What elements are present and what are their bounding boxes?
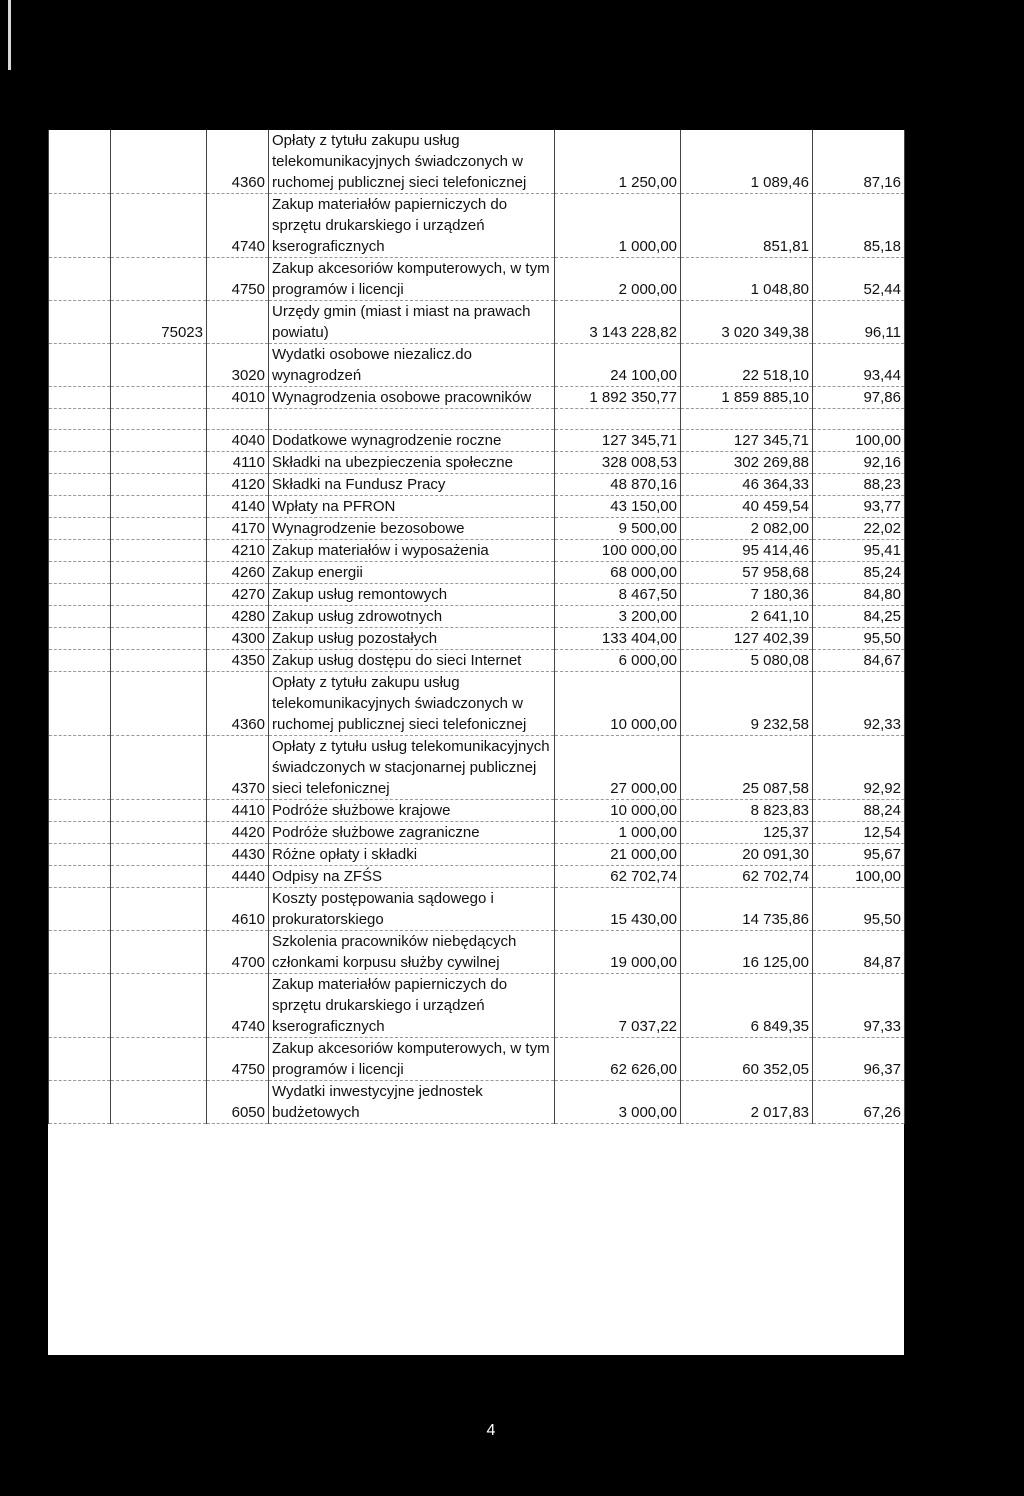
plan-amount-cell: 15 430,00 xyxy=(555,888,681,931)
chapter-cell xyxy=(111,387,207,409)
item-name-cell: Zakup akcesoriów komputerowych, w tym programów i licencji xyxy=(269,258,555,301)
chapter-cell xyxy=(111,496,207,518)
executed-amount-cell: 95 414,46 xyxy=(681,540,813,562)
section-cell xyxy=(49,496,111,518)
chapter-cell xyxy=(111,822,207,844)
executed-amount-cell: 2 017,83 xyxy=(681,1081,813,1124)
chapter-cell xyxy=(111,130,207,194)
table-row xyxy=(49,866,905,888)
item-name-cell: Zakup materiałów papierniczych do sprzętu drukarskiego i urządzeń kserograficznych xyxy=(269,974,555,1038)
section-cell xyxy=(49,888,111,931)
section-cell xyxy=(49,258,111,301)
item-name-cell: Składki na ubezpieczenia społeczne xyxy=(269,452,555,474)
table-row xyxy=(49,844,905,866)
executed-amount-cell: 25 087,58 xyxy=(681,736,813,800)
item-name-cell: Koszty postępowania sądowego i prokuratorskiego xyxy=(269,888,555,931)
page-number: 4 xyxy=(486,1422,496,1439)
paragraph-cell: 4440 xyxy=(207,866,269,888)
spacer-cell xyxy=(207,409,269,430)
percent-cell: 87,16 xyxy=(813,130,905,194)
item-name-cell: Opłaty z tytułu zakupu usług telekomunikacyjnych świadczonych w ruchomej publicznej sieci telefonicznej xyxy=(269,130,555,194)
plan-amount-cell: 10 000,00 xyxy=(555,800,681,822)
percent-cell: 92,16 xyxy=(813,452,905,474)
paragraph-cell: 4750 xyxy=(207,1038,269,1081)
chapter-cell xyxy=(111,974,207,1038)
executed-amount-cell: 16 125,00 xyxy=(681,931,813,974)
plan-amount-cell: 6 000,00 xyxy=(555,650,681,672)
paragraph-cell: 4420 xyxy=(207,822,269,844)
executed-amount-cell: 22 518,10 xyxy=(681,344,813,387)
paragraph-cell: 4270 xyxy=(207,584,269,606)
table-row xyxy=(49,888,905,931)
section-cell xyxy=(49,562,111,584)
table-row xyxy=(49,387,905,409)
paragraph-cell: 4410 xyxy=(207,800,269,822)
chapter-cell xyxy=(111,866,207,888)
plan-amount-cell: 8 467,50 xyxy=(555,584,681,606)
spacer-cell xyxy=(555,409,681,430)
paragraph-cell: 3020 xyxy=(207,344,269,387)
executed-amount-cell: 125,37 xyxy=(681,822,813,844)
paragraph-cell: 4040 xyxy=(207,430,269,452)
executed-amount-cell: 62 702,74 xyxy=(681,866,813,888)
plan-amount-cell: 1 250,00 xyxy=(555,130,681,194)
table-row xyxy=(49,496,905,518)
plan-amount-cell: 2 000,00 xyxy=(555,258,681,301)
item-name-cell: Podróże służbowe zagraniczne xyxy=(269,822,555,844)
spacer-row xyxy=(49,409,905,430)
section-cell xyxy=(49,540,111,562)
table-row xyxy=(49,130,905,194)
chapter-cell xyxy=(111,650,207,672)
item-name-cell: Zakup usług dostępu do sieci Internet xyxy=(269,650,555,672)
chapter-cell: 75023 xyxy=(111,301,207,344)
paragraph-cell: 6050 xyxy=(207,1081,269,1124)
executed-amount-cell: 60 352,05 xyxy=(681,1038,813,1081)
table-row xyxy=(49,1081,905,1124)
paragraph-cell: 4750 xyxy=(207,258,269,301)
section-cell xyxy=(49,130,111,194)
section-cell xyxy=(49,736,111,800)
item-name-cell: Różne opłaty i składki xyxy=(269,844,555,866)
percent-cell: 85,18 xyxy=(813,194,905,258)
section-cell xyxy=(49,584,111,606)
table-row xyxy=(49,194,905,258)
section-cell xyxy=(49,606,111,628)
scan-edge-mark xyxy=(8,0,11,70)
section-cell xyxy=(49,474,111,496)
section-cell xyxy=(49,672,111,736)
plan-amount-cell: 3 000,00 xyxy=(555,1081,681,1124)
percent-cell: 84,80 xyxy=(813,584,905,606)
item-name-cell: Zakup materiałów i wyposażenia xyxy=(269,540,555,562)
item-name-cell: Zakup usług remontowych xyxy=(269,584,555,606)
section-cell xyxy=(49,974,111,1038)
budget-table-body xyxy=(49,130,905,1124)
item-name-cell: Odpisy na ZFŚS xyxy=(269,866,555,888)
percent-cell: 52,44 xyxy=(813,258,905,301)
section-cell xyxy=(49,931,111,974)
executed-amount-cell: 9 232,58 xyxy=(681,672,813,736)
chapter-cell xyxy=(111,584,207,606)
chapter-cell xyxy=(111,606,207,628)
paragraph-cell: 4280 xyxy=(207,606,269,628)
plan-amount-cell: 62 626,00 xyxy=(555,1038,681,1081)
executed-amount-cell: 6 849,35 xyxy=(681,974,813,1038)
percent-cell: 95,67 xyxy=(813,844,905,866)
executed-amount-cell: 20 091,30 xyxy=(681,844,813,866)
paragraph-cell: 4740 xyxy=(207,974,269,1038)
chapter-cell xyxy=(111,931,207,974)
table-row xyxy=(49,800,905,822)
executed-amount-cell: 851,81 xyxy=(681,194,813,258)
plan-amount-cell: 19 000,00 xyxy=(555,931,681,974)
table-row xyxy=(49,606,905,628)
paragraph-cell: 4370 xyxy=(207,736,269,800)
table-row xyxy=(49,736,905,800)
table-row xyxy=(49,650,905,672)
paragraph-cell: 4010 xyxy=(207,387,269,409)
percent-cell: 88,23 xyxy=(813,474,905,496)
paragraph-cell xyxy=(207,301,269,344)
plan-amount-cell: 62 702,74 xyxy=(555,866,681,888)
item-name-cell: Wydatki inwestycyjne jednostek budżetowych xyxy=(269,1081,555,1124)
item-name-cell: Zakup usług zdrowotnych xyxy=(269,606,555,628)
table-row xyxy=(49,518,905,540)
chapter-cell xyxy=(111,344,207,387)
executed-amount-cell: 127 402,39 xyxy=(681,628,813,650)
plan-amount-cell: 24 100,00 xyxy=(555,344,681,387)
percent-cell: 92,33 xyxy=(813,672,905,736)
table-row xyxy=(49,452,905,474)
plan-amount-cell: 7 037,22 xyxy=(555,974,681,1038)
paragraph-cell: 4360 xyxy=(207,130,269,194)
paragraph-cell: 4210 xyxy=(207,540,269,562)
chapter-cell xyxy=(111,194,207,258)
percent-cell: 95,50 xyxy=(813,628,905,650)
percent-cell: 67,26 xyxy=(813,1081,905,1124)
section-cell xyxy=(49,452,111,474)
section-cell xyxy=(49,1038,111,1081)
paragraph-cell: 4300 xyxy=(207,628,269,650)
spacer-cell xyxy=(813,409,905,430)
executed-amount-cell: 5 080,08 xyxy=(681,650,813,672)
spacer-cell xyxy=(49,409,111,430)
executed-amount-cell: 1 089,46 xyxy=(681,130,813,194)
chapter-cell xyxy=(111,672,207,736)
chapter-cell xyxy=(111,430,207,452)
plan-amount-cell: 27 000,00 xyxy=(555,736,681,800)
section-cell xyxy=(49,822,111,844)
percent-cell: 84,87 xyxy=(813,931,905,974)
spacer-cell xyxy=(269,409,555,430)
table-row xyxy=(49,344,905,387)
percent-cell: 95,41 xyxy=(813,540,905,562)
executed-amount-cell: 302 269,88 xyxy=(681,452,813,474)
table-row xyxy=(49,974,905,1038)
section-cell xyxy=(49,430,111,452)
chapter-cell xyxy=(111,258,207,301)
paragraph-cell: 4350 xyxy=(207,650,269,672)
percent-cell: 84,67 xyxy=(813,650,905,672)
percent-cell: 92,92 xyxy=(813,736,905,800)
executed-amount-cell: 1 048,80 xyxy=(681,258,813,301)
table-row xyxy=(49,540,905,562)
section-cell xyxy=(49,387,111,409)
executed-amount-cell: 40 459,54 xyxy=(681,496,813,518)
spacer-cell xyxy=(681,409,813,430)
plan-amount-cell: 328 008,53 xyxy=(555,452,681,474)
percent-cell: 96,11 xyxy=(813,301,905,344)
plan-amount-cell: 48 870,16 xyxy=(555,474,681,496)
executed-amount-cell: 7 180,36 xyxy=(681,584,813,606)
item-name-cell: Szkolenia pracowników niebędących członkami korpusu służby cywilnej xyxy=(269,931,555,974)
section-cell xyxy=(49,194,111,258)
plan-amount-cell: 10 000,00 xyxy=(555,672,681,736)
paragraph-cell: 4110 xyxy=(207,452,269,474)
budget-page xyxy=(48,130,904,1355)
executed-amount-cell: 1 859 885,10 xyxy=(681,387,813,409)
percent-cell: 85,24 xyxy=(813,562,905,584)
percent-cell: 100,00 xyxy=(813,866,905,888)
executed-amount-cell: 2 641,10 xyxy=(681,606,813,628)
table-row xyxy=(49,301,905,344)
item-name-cell: Składki na Fundusz Pracy xyxy=(269,474,555,496)
table-row xyxy=(49,672,905,736)
table-row xyxy=(49,584,905,606)
percent-cell: 97,86 xyxy=(813,387,905,409)
percent-cell: 12,54 xyxy=(813,822,905,844)
percent-cell: 97,33 xyxy=(813,974,905,1038)
plan-amount-cell: 43 150,00 xyxy=(555,496,681,518)
table-row xyxy=(49,562,905,584)
item-name-cell: Wynagrodzenia osobowe pracowników xyxy=(269,387,555,409)
item-name-cell: Dodatkowe wynagrodzenie roczne xyxy=(269,430,555,452)
table-row xyxy=(49,628,905,650)
table-row xyxy=(49,931,905,974)
chapter-cell xyxy=(111,540,207,562)
executed-amount-cell: 3 020 349,38 xyxy=(681,301,813,344)
plan-amount-cell: 21 000,00 xyxy=(555,844,681,866)
section-cell xyxy=(49,518,111,540)
table-row xyxy=(49,474,905,496)
plan-amount-cell: 127 345,71 xyxy=(555,430,681,452)
paragraph-cell: 4120 xyxy=(207,474,269,496)
section-cell xyxy=(49,628,111,650)
section-cell xyxy=(49,866,111,888)
percent-cell: 96,37 xyxy=(813,1038,905,1081)
item-name-cell: Wpłaty na PFRON xyxy=(269,496,555,518)
chapter-cell xyxy=(111,562,207,584)
item-name-cell: Wydatki osobowe niezalicz.do wynagrodzeń xyxy=(269,344,555,387)
budget-table xyxy=(48,130,905,1124)
item-name-cell: Wynagrodzenie bezosobowe xyxy=(269,518,555,540)
chapter-cell xyxy=(111,1081,207,1124)
percent-cell: 93,77 xyxy=(813,496,905,518)
paragraph-cell: 4360 xyxy=(207,672,269,736)
paragraph-cell: 4700 xyxy=(207,931,269,974)
section-cell xyxy=(49,650,111,672)
plan-amount-cell: 68 000,00 xyxy=(555,562,681,584)
paragraph-cell: 4430 xyxy=(207,844,269,866)
chapter-cell xyxy=(111,888,207,931)
percent-cell: 84,25 xyxy=(813,606,905,628)
item-name-cell: Urzędy gmin (miast i miast na prawach powiatu) xyxy=(269,301,555,344)
item-name-cell: Opłaty z tytułu zakupu usług telekomunikacyjnych świadczonych w ruchomej publicznej sieci telefonicznej xyxy=(269,672,555,736)
spacer-cell xyxy=(111,409,207,430)
percent-cell: 95,50 xyxy=(813,888,905,931)
chapter-cell xyxy=(111,844,207,866)
executed-amount-cell: 8 823,83 xyxy=(681,800,813,822)
table-row xyxy=(49,258,905,301)
chapter-cell xyxy=(111,736,207,800)
item-name-cell: Podróże służbowe krajowe xyxy=(269,800,555,822)
chapter-cell xyxy=(111,452,207,474)
table-row xyxy=(49,430,905,452)
plan-amount-cell: 3 200,00 xyxy=(555,606,681,628)
paragraph-cell: 4140 xyxy=(207,496,269,518)
chapter-cell xyxy=(111,800,207,822)
percent-cell: 22,02 xyxy=(813,518,905,540)
percent-cell: 100,00 xyxy=(813,430,905,452)
plan-amount-cell: 1 000,00 xyxy=(555,822,681,844)
chapter-cell xyxy=(111,628,207,650)
paragraph-cell: 4170 xyxy=(207,518,269,540)
section-cell xyxy=(49,844,111,866)
paragraph-cell: 4260 xyxy=(207,562,269,584)
plan-amount-cell: 1 000,00 xyxy=(555,194,681,258)
section-cell xyxy=(49,800,111,822)
executed-amount-cell: 2 082,00 xyxy=(681,518,813,540)
item-name-cell: Zakup usług pozostałych xyxy=(269,628,555,650)
paragraph-cell: 4610 xyxy=(207,888,269,931)
item-name-cell: Zakup materiałów papierniczych do sprzętu drukarskiego i urządzeń kserograficznych xyxy=(269,194,555,258)
executed-amount-cell: 46 364,33 xyxy=(681,474,813,496)
executed-amount-cell: 127 345,71 xyxy=(681,430,813,452)
percent-cell: 93,44 xyxy=(813,344,905,387)
plan-amount-cell: 9 500,00 xyxy=(555,518,681,540)
item-name-cell: Zakup akcesoriów komputerowych, w tym programów i licencji xyxy=(269,1038,555,1081)
executed-amount-cell: 57 958,68 xyxy=(681,562,813,584)
percent-cell: 88,24 xyxy=(813,800,905,822)
table-row xyxy=(49,822,905,844)
plan-amount-cell: 3 143 228,82 xyxy=(555,301,681,344)
plan-amount-cell: 100 000,00 xyxy=(555,540,681,562)
paragraph-cell: 4740 xyxy=(207,194,269,258)
plan-amount-cell: 133 404,00 xyxy=(555,628,681,650)
item-name-cell: Zakup energii xyxy=(269,562,555,584)
section-cell xyxy=(49,1081,111,1124)
executed-amount-cell: 14 735,86 xyxy=(681,888,813,931)
table-row xyxy=(49,1038,905,1081)
chapter-cell xyxy=(111,518,207,540)
item-name-cell: Opłaty z tytułu usług telekomunikacyjnych świadczonych w stacjonarnej publicznej sieci telefonicznej xyxy=(269,736,555,800)
section-cell xyxy=(49,301,111,344)
plan-amount-cell: 1 892 350,77 xyxy=(555,387,681,409)
section-cell xyxy=(49,344,111,387)
chapter-cell xyxy=(111,474,207,496)
chapter-cell xyxy=(111,1038,207,1081)
